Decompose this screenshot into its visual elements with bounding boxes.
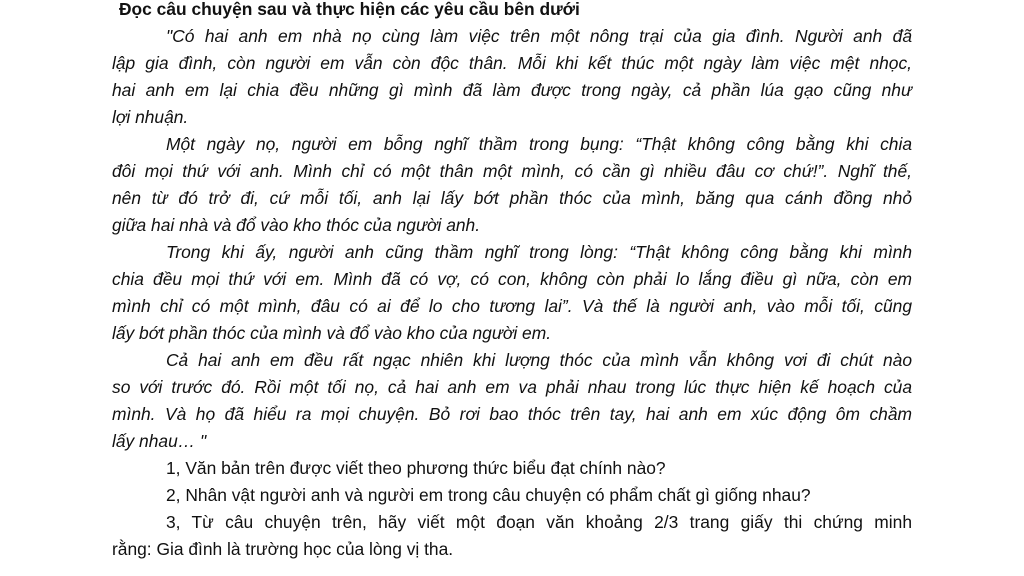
story-line: mình chỉ có một mình, đâu có ai để lo cho tương lai”. Và thế là người anh, vào mỗi tối, cũng (112, 296, 912, 316)
story-line: giữa hai nhà và đổ vào kho thóc của người anh. (112, 215, 481, 235)
story-line: lấy bớt phần thóc của mình và đổ vào kho của người em. (112, 323, 552, 343)
story-line: chia đều mọi thứ với em. Mình đã có vợ, có con, không còn phải lo lắng điều gì nữa, còn em (112, 269, 912, 289)
story-line: đôi mọi thứ với anh. Mình chỉ có một thân một mình, có cần gì nhiều đâu cơ chứ!”. Nghĩ thế, (112, 161, 912, 181)
story-line: lấy nhau… " (112, 431, 207, 451)
question-3-continued: rằng: Gia đình là trường học của lòng vị tha. (112, 539, 454, 559)
story-text (112, 23, 912, 455)
question-1: 1, Văn bản trên được viết theo phương thức biểu đạt chính nào? (166, 458, 666, 478)
story-line: lập gia đình, còn người em vẫn còn độc thân. Mỗi khi kết thúc một ngày làm việc mệt nhọc, (112, 53, 912, 73)
document-page (112, 0, 912, 563)
story-line: "Có hai anh em nhà nọ cùng làm việc trên một nông trại của gia đình. Người anh đã (166, 26, 912, 46)
question-2: 2, Nhân vật người anh và người em trong câu chuyện có phẩm chất gì giống nhau? (166, 485, 811, 505)
story-line: lợi nhuận. (112, 107, 189, 127)
story-line: nên từ đó trở đi, cứ mỗi tối, anh lại lấy bớt phần thóc của mình, băng qua cánh đồng nhỏ (112, 188, 912, 208)
story-line: Cả hai anh em đều rất ngạc nhiên khi lượng thóc của mình vẫn không vơi đi chút nào (166, 350, 912, 370)
story-line: Trong khi ấy, người anh cũng thầm nghĩ trong lòng: “Thật không công bằng khi mình (166, 242, 912, 262)
questions (112, 455, 912, 563)
story-line: hai anh em lại chia đều những gì mình đã làm được trong ngày, cả phần lúa gạo cũng như (112, 80, 912, 100)
story-line: Một ngày nọ, người em bỗng nghĩ thầm trong bụng: “Thật không công bằng khi chia (166, 134, 912, 154)
question-3: 3, Từ câu chuyện trên, hãy viết một đoạn văn khoảng 2/3 trang giấy thi chứng minh (166, 512, 912, 532)
document-title: Đọc câu chuyện sau và thực hiện các yêu cầu bên dưới (119, 0, 580, 19)
story-line: so với trước đó. Rồi một tối nọ, cả hai anh em va phải nhau trong lúc thực hiện kế hoạch của (112, 377, 912, 397)
story-line: mình. Và họ đã hiểu ra mọi chuyện. Bỏ rơi bao thóc trên tay, hai anh em xúc động ôm chầm (112, 404, 912, 424)
